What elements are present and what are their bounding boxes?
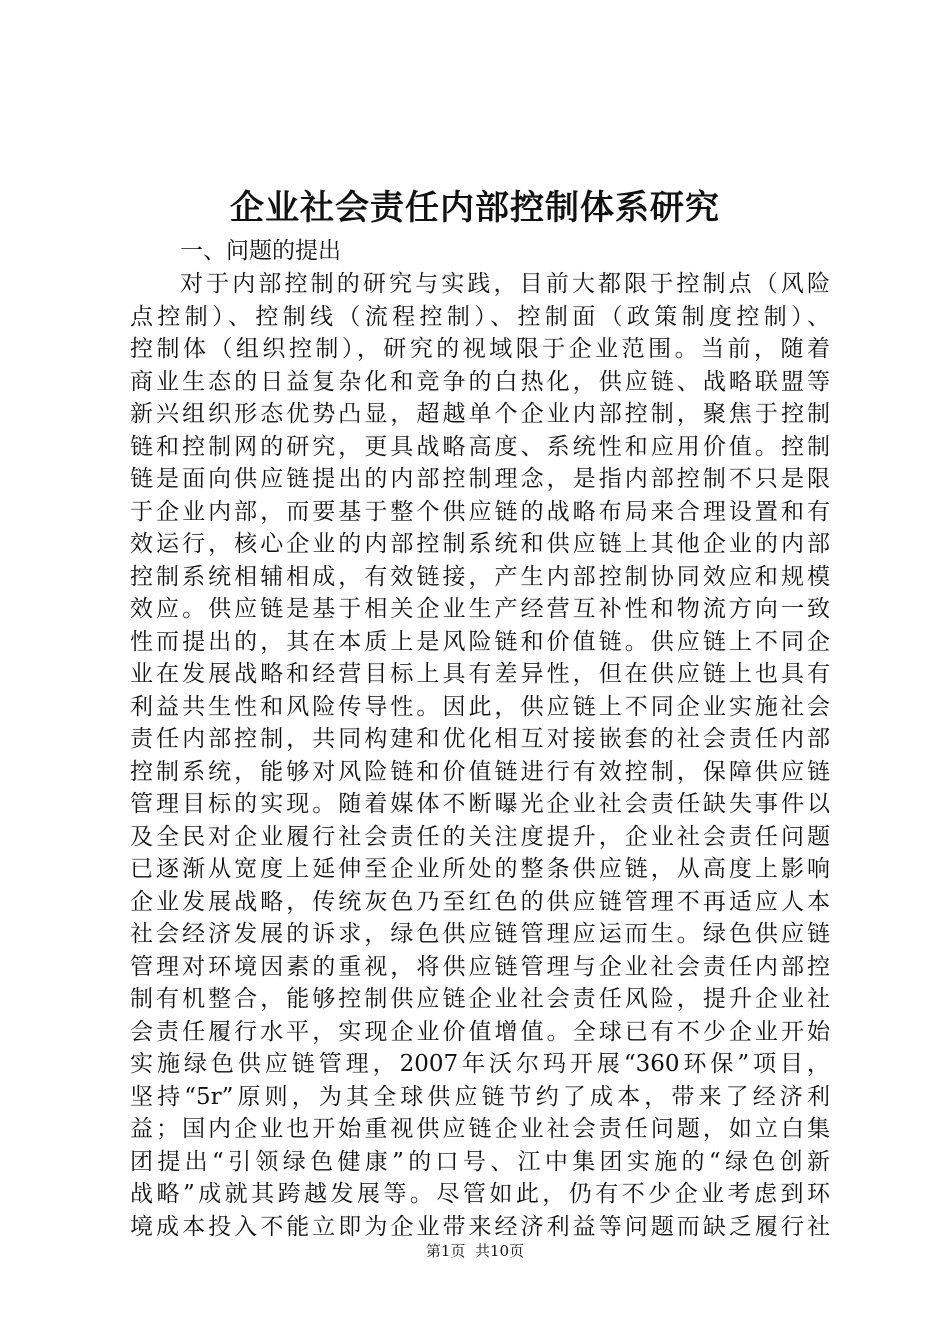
paragraph-line: 性而提出的，其在本质上是风险链和价值链。供应链上不同企 (130, 628, 830, 655)
paragraph-line: 业在发展战略和经营目标上具有差异性，但在供应链上也具有 (130, 661, 830, 687)
body-paragraph (130, 268, 830, 1243)
paragraph-line: 点控制）、控制线（流程控制）、控制面（政策制度控制）、 (130, 303, 830, 330)
section-heading: 一、问题的提出 (180, 238, 341, 264)
paragraph-line: 境成本投入不能立即为企业带来经济利益等问题而缺乏履行社 (130, 1213, 830, 1240)
paragraph-line: 商业生态的日益复杂化和竞争的白热化，供应链、战略联盟等 (130, 368, 830, 395)
paragraph-line: 管理目标的实现。随着媒体不断曝光企业社会责任缺失事件以 (130, 791, 830, 817)
paragraph-line: 战略”成就其跨越发展等。尽管如此，仍有不少企业考虑到环 (130, 1181, 830, 1207)
paragraph-line: 于企业内部，而要基于整个供应链的战略布局来合理设置和有 (130, 498, 830, 525)
paragraph-line: 制有机整合，能够控制供应链企业社会责任风险，提升企业社 (130, 986, 830, 1012)
page-footer: 第1页 共10页 (425, 1242, 525, 1260)
paragraph-line: 及全民对企业履行社会责任的关注度提升，企业社会责任问题 (130, 823, 830, 850)
paragraph-line: 实施绿色供应链管理，2007年沃尔玛开展“360环保”项目， (130, 1051, 830, 1077)
paragraph-line: 已逐渐从宽度上延伸至企业所处的整条供应链，从高度上影响 (130, 856, 830, 882)
paragraph-line: 责任内部控制，共同构建和优化相互对接嵌套的社会责任内部 (130, 726, 830, 752)
paragraph-line: 社会经济发展的诉求，绿色供应链管理应运而生。绿色供应链 (130, 921, 830, 947)
paragraph-line: 管理对环境因素的重视，将供应链管理与企业社会责任内部控 (130, 953, 830, 980)
paragraph-line: 团提出“引领绿色健康”的口号、江中集团实施的“绿色创新 (130, 1148, 830, 1175)
paragraph-line: 效应。供应链是基于相关企业生产经营互补性和物流方向一致 (130, 596, 830, 622)
paragraph-line: 控制系统相辅相成，有效链接，产生内部控制协同效应和规模 (130, 563, 830, 590)
paragraph-line: 效运行，核心企业的内部控制系统和供应链上其他企业的内部 (130, 531, 830, 557)
paragraph-line: 控制系统，能够对风险链和价值链进行有效控制，保障供应链 (130, 758, 830, 785)
paragraph-line: 益；国内企业也开始重视供应链企业社会责任问题，如立白集 (130, 1116, 830, 1142)
paragraph-line: 利益共生性和风险传导性。因此，供应链上不同企业实施社会 (130, 693, 830, 720)
paragraph-line: 链和控制网的研究，更具战略高度、系统性和应用价值。控制 (130, 433, 830, 460)
paragraph-line: 会责任履行水平，实现企业价值增值。全球已有不少企业开始 (130, 1018, 830, 1045)
paragraph-line: 新兴组织形态优势凸显，超越单个企业内部控制，聚焦于控制 (130, 401, 830, 427)
paragraph-line: 控制体（组织控制），研究的视域限于企业范围。当前，随着 (130, 336, 830, 362)
paragraph-line: 企业发展战略，传统灰色乃至红色的供应链管理不再适应人本 (130, 888, 830, 915)
paragraph-line: 对于内部控制的研究与实践，目前大都限于控制点（风险 (180, 271, 830, 297)
paragraph-line: 坚持“5r”原则，为其全球供应链节约了成本，带来了经济利 (130, 1083, 830, 1110)
document-title: 企业社会责任内部控制体系研究 (230, 188, 720, 228)
paragraph-line: 链是面向供应链提出的内部控制理念，是指内部控制不只是限 (130, 466, 830, 492)
